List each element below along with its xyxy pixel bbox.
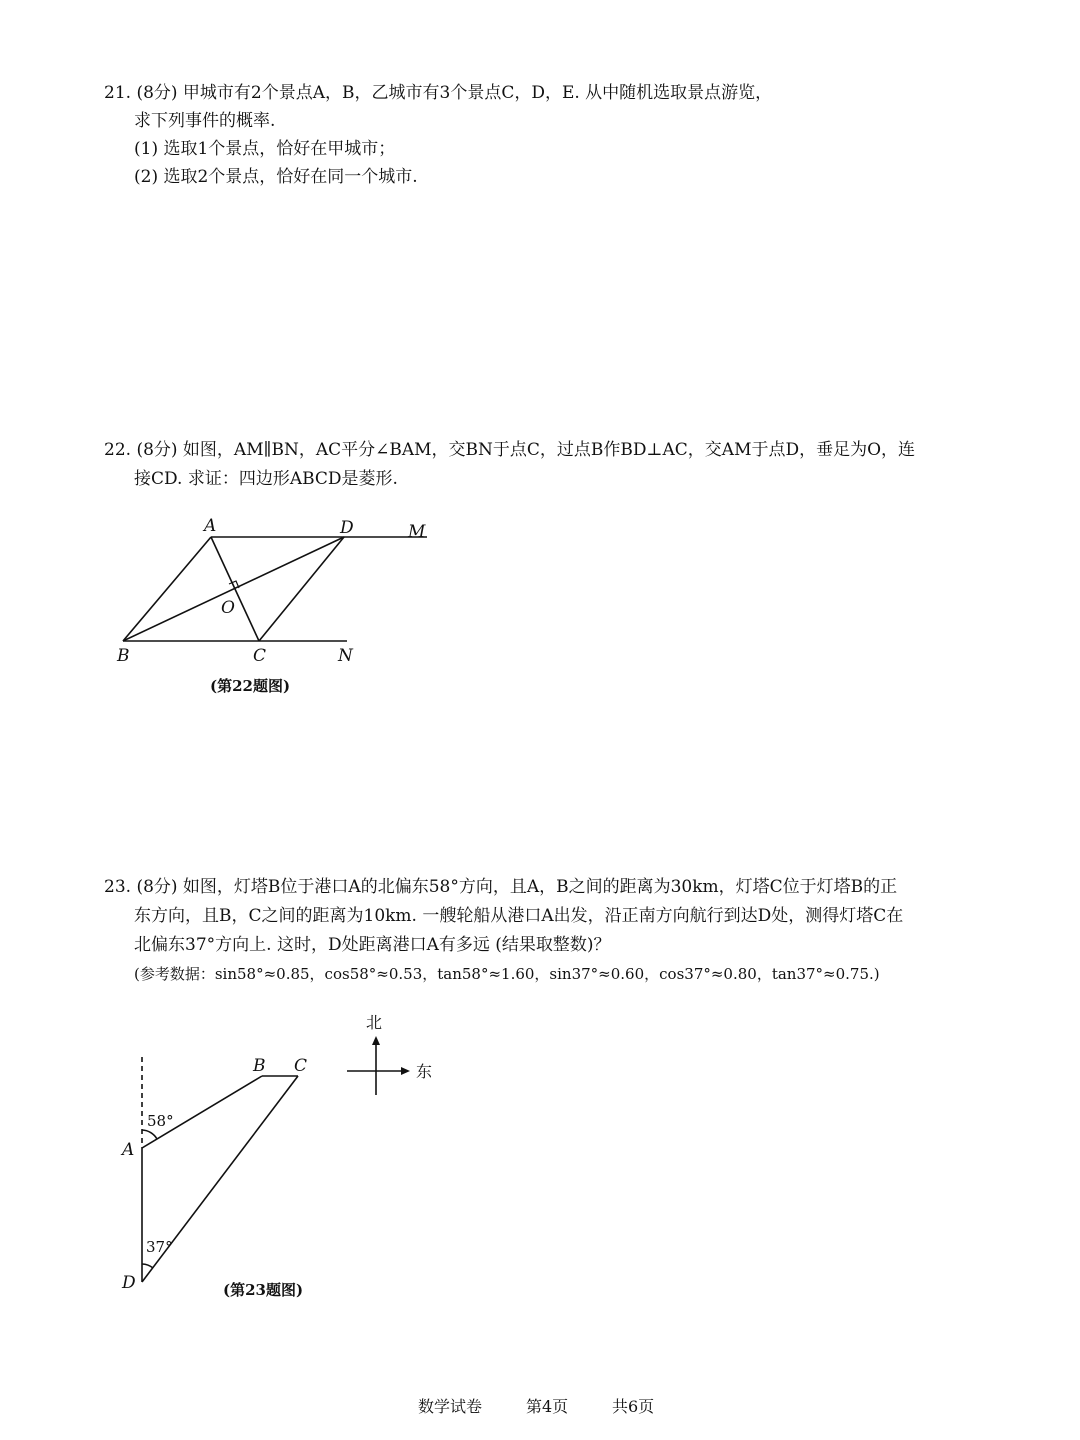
compass-east-label: 东 (416, 1062, 433, 1081)
label-B: B (117, 646, 130, 666)
label-A: A (204, 516, 217, 536)
q21-part2: (2) 选取2个景点，恰好在同一个城市. (134, 167, 418, 187)
q22-caption: (第22题图) (210, 677, 291, 695)
footer-page: 第4页 (526, 1397, 569, 1416)
label-N: N (338, 646, 353, 666)
q23-caption: (第23题图) (223, 1281, 304, 1299)
q21-line1: 21. (8分) 甲城市有2个景点A，B，乙城市有3个景点C，D，E. 从中随机选取景点游览， (104, 83, 773, 103)
label-C: C (294, 1056, 308, 1076)
q23-line3: 北偏东37°方向上. 这时，D处距离港口A有多远 (结果取整数)？ (134, 935, 611, 955)
compass-north-arrowhead (372, 1036, 380, 1045)
q22-line2: 接CD. 求证：四边形ABCD是菱形. (134, 469, 398, 489)
compass-east-arrowhead (401, 1067, 410, 1075)
q23-line2: 东方向，且B，C之间的距离为10km. 一艘轮船从港口A出发，沿正南方向航行到达D处，测得灯塔C在 (134, 906, 904, 926)
label-B: B (253, 1056, 266, 1076)
q23-reference: (参考数据：sin58°≈0.85，cos58°≈0.53，tan58°≈1.60，sin37°≈0.60，cos37°≈0.80，tan37°≈0.75.) (134, 965, 880, 983)
label-A: A (122, 1140, 135, 1160)
angle-arc-d (142, 1264, 153, 1268)
label-O: O (221, 598, 235, 618)
angle-arc-a (142, 1130, 157, 1139)
q22-line1: 22. (8分) 如图，AM∥BN，AC平分∠BAM，交BN于点C，过点B作BD⊥AC，交AM于点D，垂足为O，连 (104, 440, 916, 460)
label-D: D (122, 1273, 136, 1293)
angle-label-58: 58° (147, 1112, 174, 1130)
footer-total: 共6页 (612, 1397, 655, 1416)
label-C: C (253, 646, 267, 666)
q21-line2: 求下列事件的概率. (134, 111, 276, 131)
q23-line1: 23. (8分) 如图，灯塔B位于港口A的北偏东58°方向，且A，B之间的距离为30km，灯塔C位于灯塔B的正 (104, 877, 898, 897)
compass-north-label: 北 (366, 1013, 383, 1032)
label-D: D (340, 518, 354, 538)
q21-part1: (1) 选取1个景点，恰好在甲城市； (134, 139, 396, 159)
angle-label-37: 37° (146, 1238, 173, 1256)
label-M: M (408, 522, 426, 542)
footer-subject: 数学试卷 (418, 1397, 483, 1416)
